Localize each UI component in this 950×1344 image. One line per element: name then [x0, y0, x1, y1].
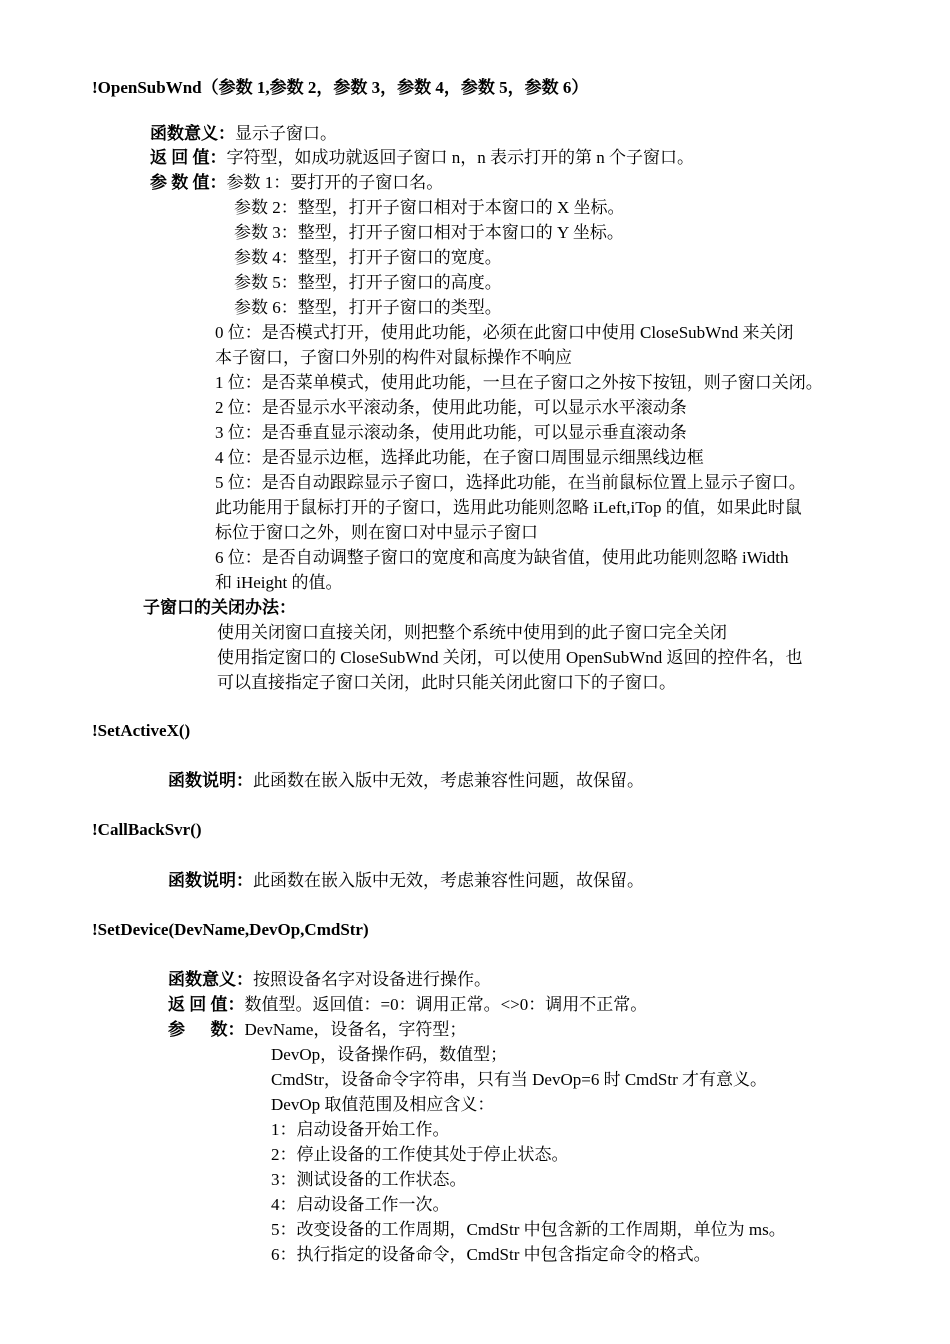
bit-0-line-1: 0 位：是否模式打开，使用此功能，必须在此窗口中使用 CloseSubWnd 来关闭	[215, 323, 794, 342]
bit-1: 1 位：是否菜单模式，使用此功能，一旦在子窗口之外按下按钮，则子窗口关闭。	[215, 373, 823, 392]
close-method-2-line-2: 可以直接指定子窗口关闭，此时只能关闭此窗口下的子窗口。	[217, 673, 676, 692]
meaning-label: 函数意义：	[150, 124, 235, 143]
params-label: 参 数：	[168, 1020, 245, 1039]
desc-text: 此函数在嵌入版中无效，考虑兼容性问题，故保留。	[253, 871, 644, 890]
bit-3: 3 位：是否垂直显示滚动条，使用此功能，可以显示垂直滚动条	[215, 423, 687, 442]
devop-option-3: 3：测试设备的工作状态。	[271, 1170, 467, 1189]
close-method-1: 使用关闭窗口直接关闭，则把整个系统中使用到的此子窗口完全关闭	[217, 623, 727, 642]
desc-label: 函数说明：	[168, 771, 253, 790]
bit-5-line-1: 5 位：是否自动跟踪显示子窗口，选择此功能，在当前鼠标位置上显示子窗口。	[215, 473, 806, 492]
param-5: 参数 5：整型，打开子窗口的高度。	[234, 273, 502, 292]
callbacksvr-desc	[168, 869, 644, 893]
meaning-text: 显示子窗口。	[235, 124, 337, 143]
param-1: 参数 1：要打开的子窗口名。	[226, 173, 444, 192]
bit-5-line-3: 标位于窗口之外，则在窗口对中显示子窗口	[215, 523, 538, 542]
devop-option-5: 5：改变设备的工作周期，CmdStr 中包含新的工作周期，单位为 ms。	[271, 1220, 786, 1239]
return-text: 字符型，如成功就返回子窗口 n，n 表示打开的第 n 个子窗口。	[226, 148, 694, 167]
setdevice-return	[168, 993, 647, 1017]
meaning-text: 按照设备名字对设备进行操作。	[253, 970, 491, 989]
setdevice-meaning	[168, 968, 491, 992]
opensubwnd-return	[150, 146, 694, 170]
param-devname: DevName，设备名，字符型；	[244, 1020, 467, 1039]
callbacksvr-heading: !CallBackSvr()	[92, 820, 202, 839]
devop-option-6: 6：执行指定的设备命令，CmdStr 中包含指定命令的格式。	[271, 1245, 711, 1264]
setdevice-heading: !SetDevice(DevName,DevOp,CmdStr)	[92, 920, 369, 939]
devop-option-1: 1：启动设备开始工作。	[271, 1120, 450, 1139]
param-cmdstr: CmdStr，设备命令字符串，只有当 DevOp=6 时 CmdStr 才有意义。	[271, 1070, 767, 1089]
param-2: 参数 2：整型，打开子窗口相对于本窗口的 X 坐标。	[234, 198, 625, 217]
devop-option-4: 4：启动设备工作一次。	[271, 1195, 450, 1214]
bit-4: 4 位：是否显示边框，选择此功能，在子窗口周围显示细黑线边框	[215, 448, 704, 467]
bit-2: 2 位：是否显示水平滚动条，使用此功能，可以显示水平滚动条	[215, 398, 687, 417]
meaning-label: 函数意义：	[168, 970, 253, 989]
return-text: 数值型。返回值：=0：调用正常。<>0：调用不正常。	[244, 995, 648, 1014]
devop-option-2: 2：停止设备的工作使其处于停止状态。	[271, 1145, 569, 1164]
return-label: 返 回 值：	[168, 995, 245, 1014]
bit-6-line-1: 6 位：是否自动调整子窗口的宽度和高度为缺省值，使用此功能则忽略 iWidth	[215, 548, 789, 567]
params-label: 参 数 值：	[150, 173, 227, 192]
desc-text: 此函数在嵌入版中无效，考虑兼容性问题，故保留。	[253, 771, 644, 790]
bit-0-line-2: 本子窗口，子窗口外别的构件对鼠标操作不响应	[215, 348, 572, 367]
desc-label: 函数说明：	[168, 871, 253, 890]
bit-5-line-2: 此功能用于鼠标打开的子窗口，选用此功能则忽略 iLeft,iTop 的值，如果此时鼠	[215, 498, 802, 517]
close-method-2-line-1: 使用指定窗口的 CloseSubWnd 关闭，可以使用 OpenSubWnd 返回的控件名，也	[217, 648, 803, 667]
close-method-heading: 子窗口的关闭办法：	[143, 598, 296, 617]
setdevice-params	[168, 1018, 466, 1042]
devop-range-heading: DevOp 取值范围及相应含义：	[271, 1095, 495, 1114]
param-3: 参数 3：整型，打开子窗口相对于本窗口的 Y 坐标。	[234, 223, 624, 242]
return-label: 返 回 值：	[150, 148, 227, 167]
setactivex-desc	[168, 769, 644, 793]
param-4: 参数 4：整型，打开子窗口的宽度。	[234, 248, 502, 267]
opensubwnd-params	[150, 171, 443, 195]
bit-6-line-2: 和 iHeight 的值。	[215, 573, 343, 592]
opensubwnd-heading: !OpenSubWnd（参数 1,参数 2，参数 3，参数 4，参数 5，参数 6）	[92, 78, 589, 97]
param-devop: DevOp，设备操作码，数值型；	[271, 1045, 508, 1064]
opensubwnd-meaning	[150, 122, 337, 146]
setactivex-heading: !SetActiveX()	[92, 721, 191, 740]
param-6: 参数 6：整型，打开子窗口的类型。	[234, 298, 502, 317]
